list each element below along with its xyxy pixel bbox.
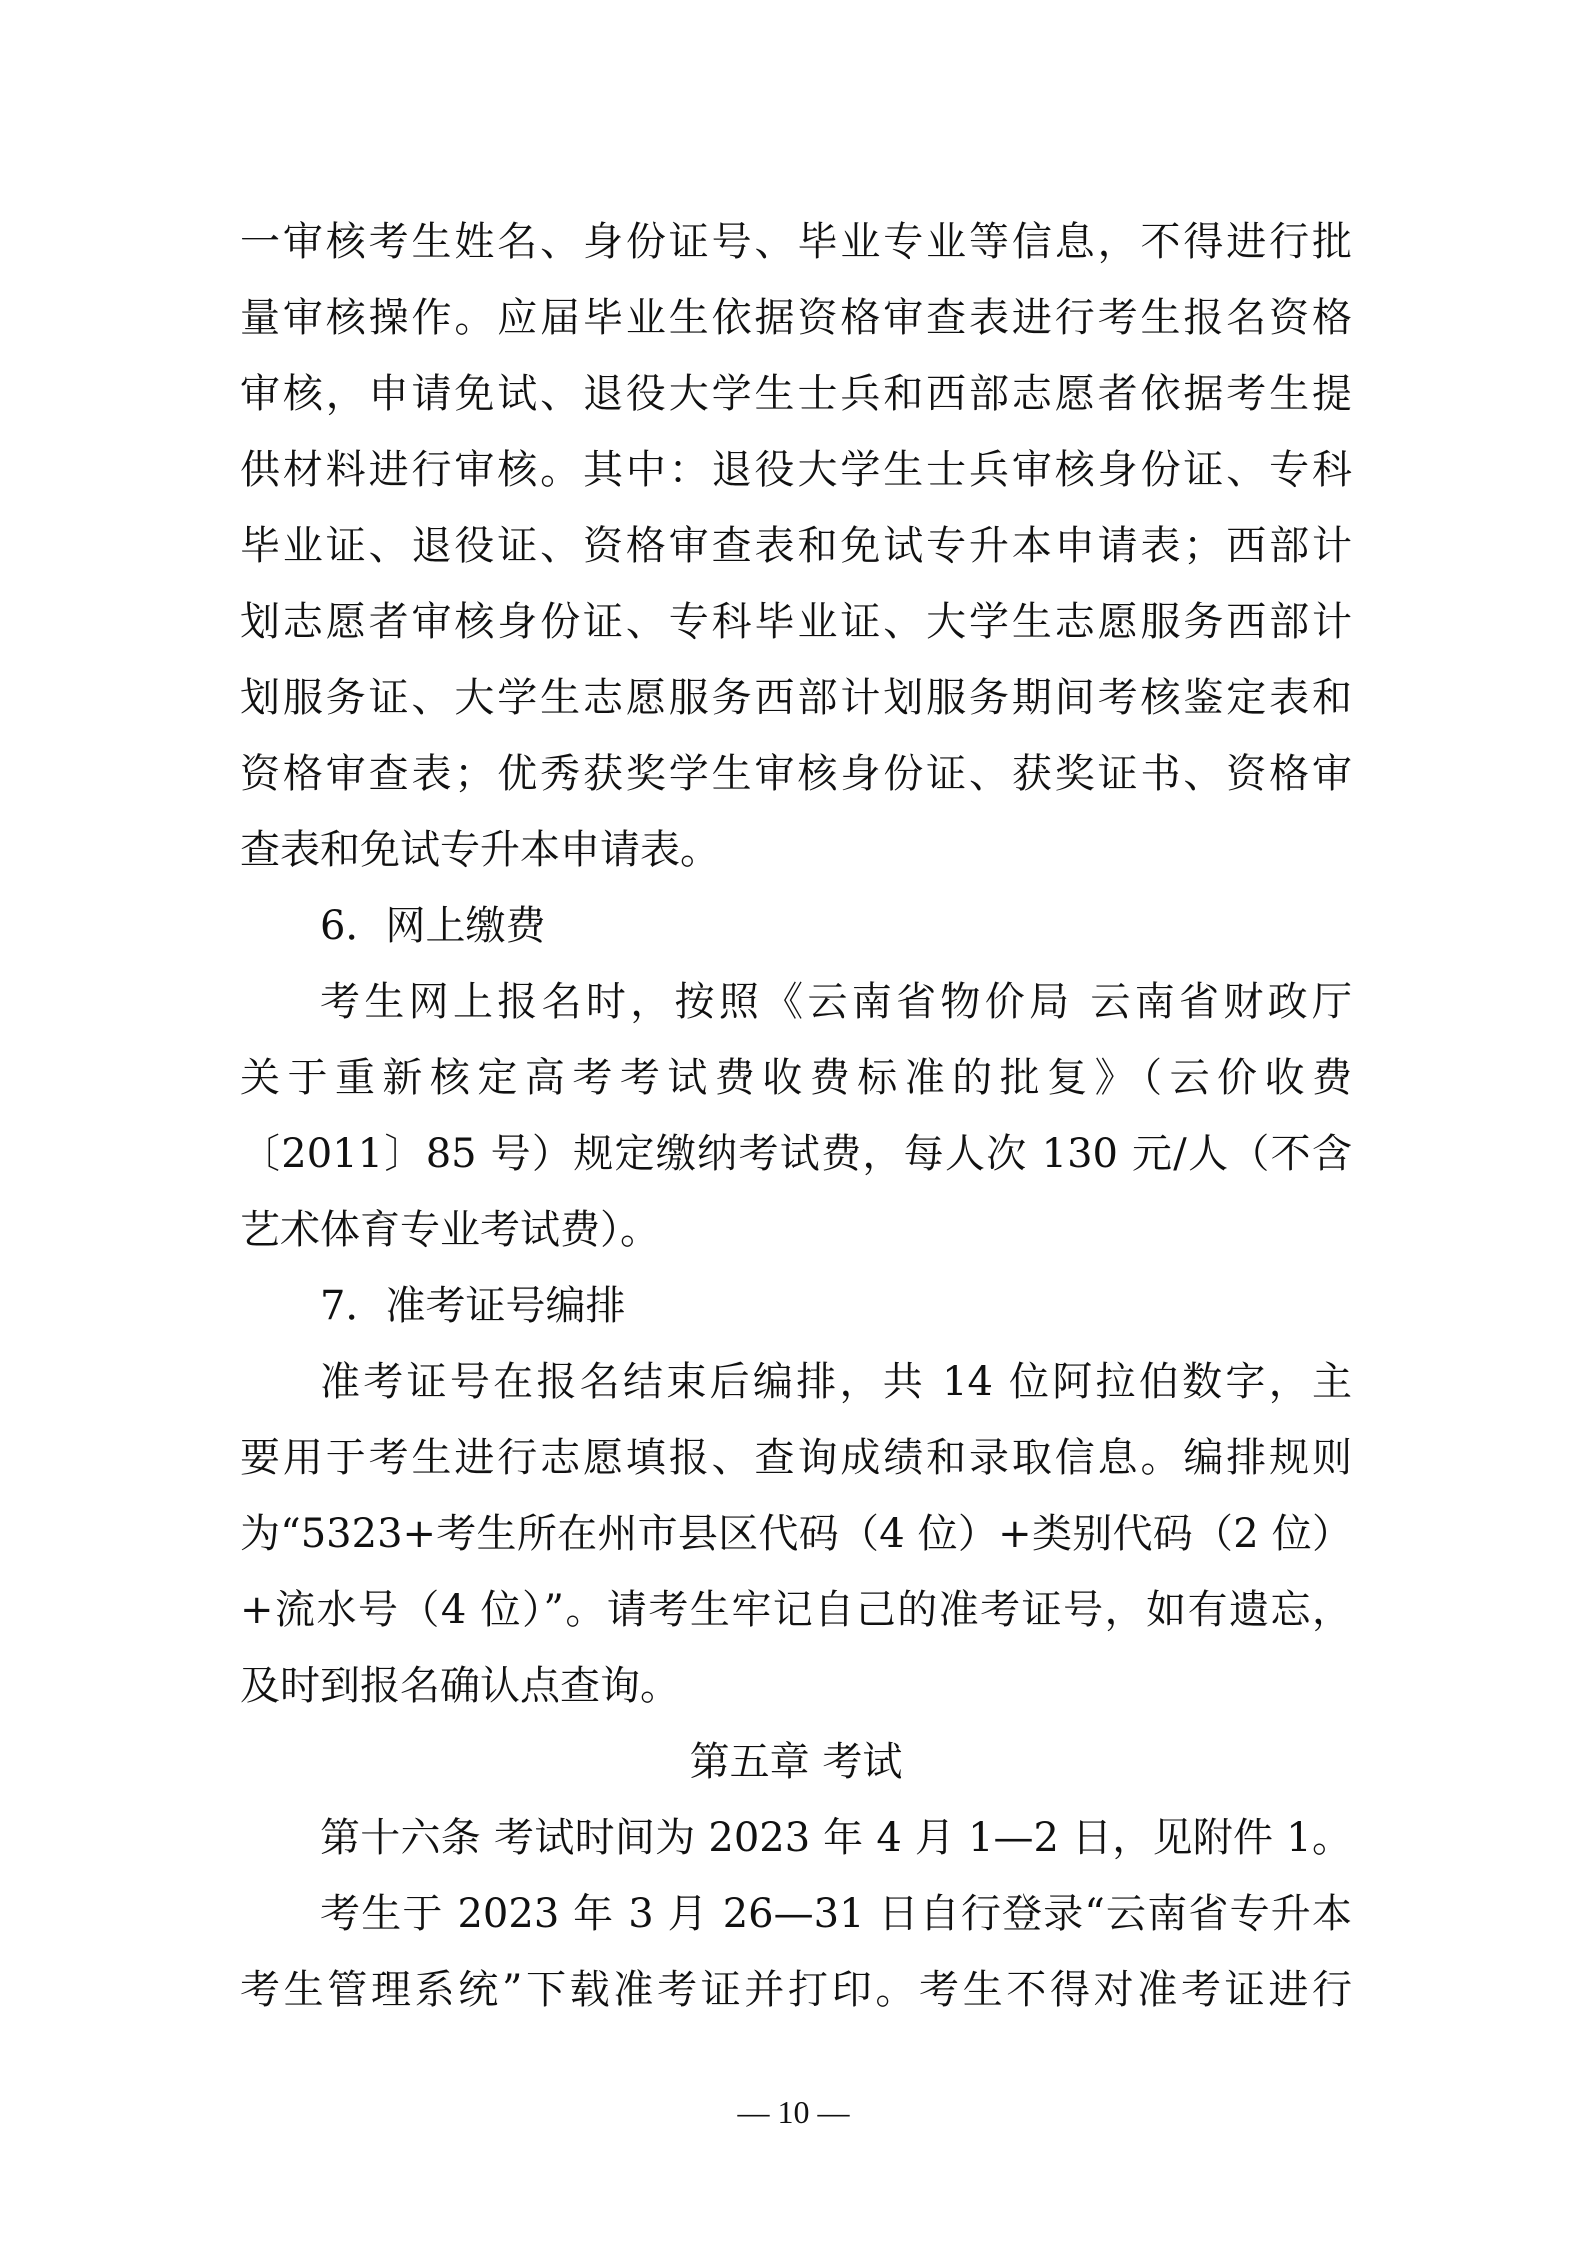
paragraph-line: 毕业证、退役证、资格审查表和免试专升本申请表；西部计 [240, 523, 1352, 569]
paragraph-line: 划志愿者审核身份证、专科毕业证、大学生志愿服务西部计 [240, 599, 1352, 645]
paragraph-line: 及时到报名确认点查询。 [240, 1663, 680, 1709]
paragraph-line: 一审核考生姓名、身份证号、毕业专业等信息，不得进行批 [240, 219, 1352, 265]
section-heading: 7．准考证号编排 [320, 1283, 626, 1329]
paragraph-line: 量审核操作。应届毕业生依据资格审查表进行考生报名资格 [240, 295, 1352, 341]
paragraph-line: 〔2011〕85 号）规定缴纳考试费，每人次 130 元/人（不含 [240, 1131, 1352, 1177]
paragraph-line: 考生于 2023 年 3 月 26—31 日自行登录“云南省专升本 [320, 1891, 1352, 1937]
paragraph-line: 供材料进行审核。其中：退役大学生士兵审核身份证、专科 [240, 447, 1352, 493]
paragraph-line: 查表和免试专升本申请表。 [240, 827, 720, 873]
paragraph-line: 考生管理系统”下载准考证并打印。考生不得对准考证进行 [240, 1967, 1352, 2013]
paragraph-line: 第十六条 考试时间为 2023 年 4 月 1—2 日，见附件 1。 [320, 1815, 1352, 1861]
paragraph-line: 考生网上报名时，按照《云南省物价局 云南省财政厅 [320, 979, 1352, 1025]
paragraph-line: 艺术体育专业考试费）。 [240, 1207, 660, 1253]
paragraph-line: 关于重新核定高考考试费收费标准的批复》（云价收费 [240, 1055, 1352, 1101]
section-heading: 6．网上缴费 [320, 903, 546, 949]
page-number: — 10 — [737, 2094, 850, 2130]
paragraph-line: +流水号（4 位）”。请考生牢记自己的准考证号，如有遗忘， [240, 1587, 1352, 1633]
paragraph-line: 准考证号在报名结束后编排，共 14 位阿拉伯数字，主 [320, 1359, 1352, 1405]
paragraph-line: 划服务证、大学生志愿服务西部计划服务期间考核鉴定表和 [240, 675, 1352, 721]
paragraph-line: 审核，申请免试、退役大学生士兵和西部志愿者依据考生提 [240, 371, 1352, 417]
paragraph-line: 为“5323+考生所在州市县区代码（4 位）+类别代码（2 位） [240, 1511, 1352, 1557]
paragraph-line: 资格审查表；优秀获奖学生审核身份证、获奖证书、资格审 [240, 751, 1352, 797]
chapter-title: 第五章 考试 [689, 1739, 903, 1785]
paragraph-line: 要用于考生进行志愿填报、查询成绩和录取信息。编排规则 [240, 1435, 1352, 1481]
document-body [240, 204, 1352, 2028]
